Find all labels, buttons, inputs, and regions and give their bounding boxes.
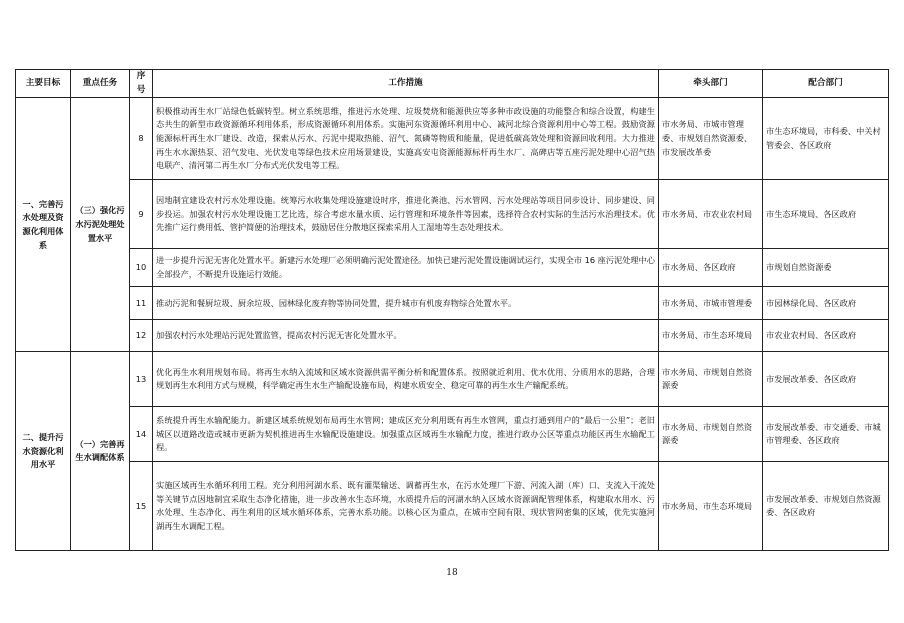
lead-dept-cell: 市水务局、市农业农村局 [659,180,763,249]
lead-dept-cell: 市水务局、市规划自然资源委 [659,352,763,407]
measure-cell: 推动污泥和餐厨垃圾、厨余垃圾、园林绿化废弃物等协同处置，提升城市有机废弃物综合处置水平。 [153,287,659,320]
measure-cell: 积极推动再生水厂站绿色低碳转型。树立系统思维，推进污水处理、垃圾焚烧和能源供应等多种市政设施的功能整合和综合设置，构建生态共生的新型市政资源循环利用体系，形成资源循环利用体系。实施河东资源循环利用中心、减河北综合资源利用中心等工程。鼓励资源能源标杆再生水厂建设、改造，探索从污水、污泥中提取热能、沼气、氮磷等物质和能量，促进低碳高效处理和资源回收利用。大力推进再生水水源热泵、沼气发电、光伏发电等绿色技术应用场景建设，实施高安屯资源能源标杆再生水厂、高碑店等五座污泥处理中心沼气热电联产、清河第二再生水厂分布式光伏发电等工程。 [153,98,659,180]
header-key-task: 重点任务 [71,70,130,98]
table-row [16,462,889,551]
header-lead-dept: 牵头部门 [659,70,763,98]
table-row [16,352,889,407]
coop-dept-cell: 市农业农村局、各区政府 [763,320,889,352]
measure-cell: 因地制宜建设农村污水处理设施。统筹污水收集处理设施建设时序，推进化粪池、污水管网、污水处理站等项目同步设计、同步建设、同步投运。加强农村污水处理设施工艺比选，综合考虑水量水质、运行管理和环境条件等因素，选择符合农村实际的生活污水治理技术。优先推广运行费用低、管护简便的治理技术，鼓励居住分散地区探索采用人工湿地等生态处理技术。 [153,180,659,249]
header-coop-dept: 配合部门 [763,70,889,98]
goal-cell: 二、提升污水资源化利用水平 [16,352,71,551]
seq-cell: 9 [130,180,153,249]
table-row [16,287,889,320]
coop-dept-cell: 市发展改革委、各区政府 [763,352,889,407]
table-row [16,320,889,352]
table-row [16,180,889,249]
measure-cell: 加强农村污水处理站污泥处置监管，提高农村污泥无害化处置水平。 [153,320,659,352]
measure-cell: 实施区域再生水循环利用工程。充分利用河湖水系、既有灌渠输送、调蓄再生水，在污水处理厂下游、河流入湖（库）口、支流入干流处等关键节点因地制宜采取生态净化措施，进一步改善水生态环境，水质提升后的河湖水纳入区域水资源调配管理体系，构建取水用水、污水处理、生态净化、再生利用的区域水循环体系，完善水系功能。以核心区为重点，在城市空间有限、现状管网密集的区域，优先实施河湖再生水调配工程。 [153,462,659,551]
header-seq: 序号 [130,70,153,98]
measure-cell: 系统提升再生水输配能力。新建区域系统规划布局再生水管网；建成区充分利用既有再生水管网，重点打通到用户的“最后一公里”；老旧城区以道路改造或城市更新为契机推进再生水输配设施建设。加强重点区域再生水输配力度，推进行政办公区等重点功能区再生水输配工程。 [153,407,659,462]
lead-dept-cell: 市水务局、市生态环境局 [659,320,763,352]
work-measures-table [15,69,889,551]
lead-dept-cell: 市水务局、市规划自然资源委 [659,407,763,462]
coop-dept-cell: 市生态环境局，市科委、中关村管委会、各区政府 [763,98,889,180]
header-measures: 工作措施 [153,70,659,98]
seq-cell: 15 [130,462,153,551]
table-row [16,249,889,287]
coop-dept-cell: 市园林绿化局、各区政府 [763,287,889,320]
coop-dept-cell: 市规划自然资源委 [763,249,889,287]
seq-cell: 8 [130,98,153,180]
coop-dept-cell: 市生态环境局、各区政府 [763,180,889,249]
seq-cell: 13 [130,352,153,407]
lead-dept-cell: 市水务局、各区政府 [659,249,763,287]
coop-dept-cell: 市发展改革委、市规划自然资源委、各区政府 [763,462,889,551]
measure-cell: 优化再生水利用规划布局。将再生水纳入流域和区域水资源供需平衡分析和配置体系。按照就近利用、优水优用、分质用水的思路，合理规划再生水利用方式与规模，科学确定再生水生产输配设施布局，构建水质安全、稳定可靠的再生水生产输配系统。 [153,352,659,407]
goal-cell: 一、完善污水处理及资源化利用体系 [16,98,71,352]
page-number: 18 [446,568,458,578]
table-header-row [16,70,889,98]
lead-dept-cell: 市水务局、市城市管理委 [659,287,763,320]
table-row [16,98,889,180]
seq-cell: 11 [130,287,153,320]
header-main-goal: 主要目标 [16,70,71,98]
seq-cell: 12 [130,320,153,352]
seq-cell: 14 [130,407,153,462]
task-cell: （三）强化污水污泥处理处置水平 [71,98,130,352]
table-row [16,407,889,462]
lead-dept-cell: 市水务局、市城市管理委、市规划自然资源委、市发展改革委 [659,98,763,180]
coop-dept-cell: 市发展改革委、市交通委、市城市管理委、各区政府 [763,407,889,462]
seq-cell: 10 [130,249,153,287]
task-cell: （一）完善再生水调配体系 [71,352,130,551]
lead-dept-cell: 市水务局、市生态环境局 [659,462,763,551]
measure-cell: 进一步提升污泥无害化处置水平。新建污水处理厂必须明确污泥处置途径。加快已建污泥处置设施调试运行，实现全市 16 座污泥处理中心全部投产，不断提升设施运行效能。 [153,249,659,287]
